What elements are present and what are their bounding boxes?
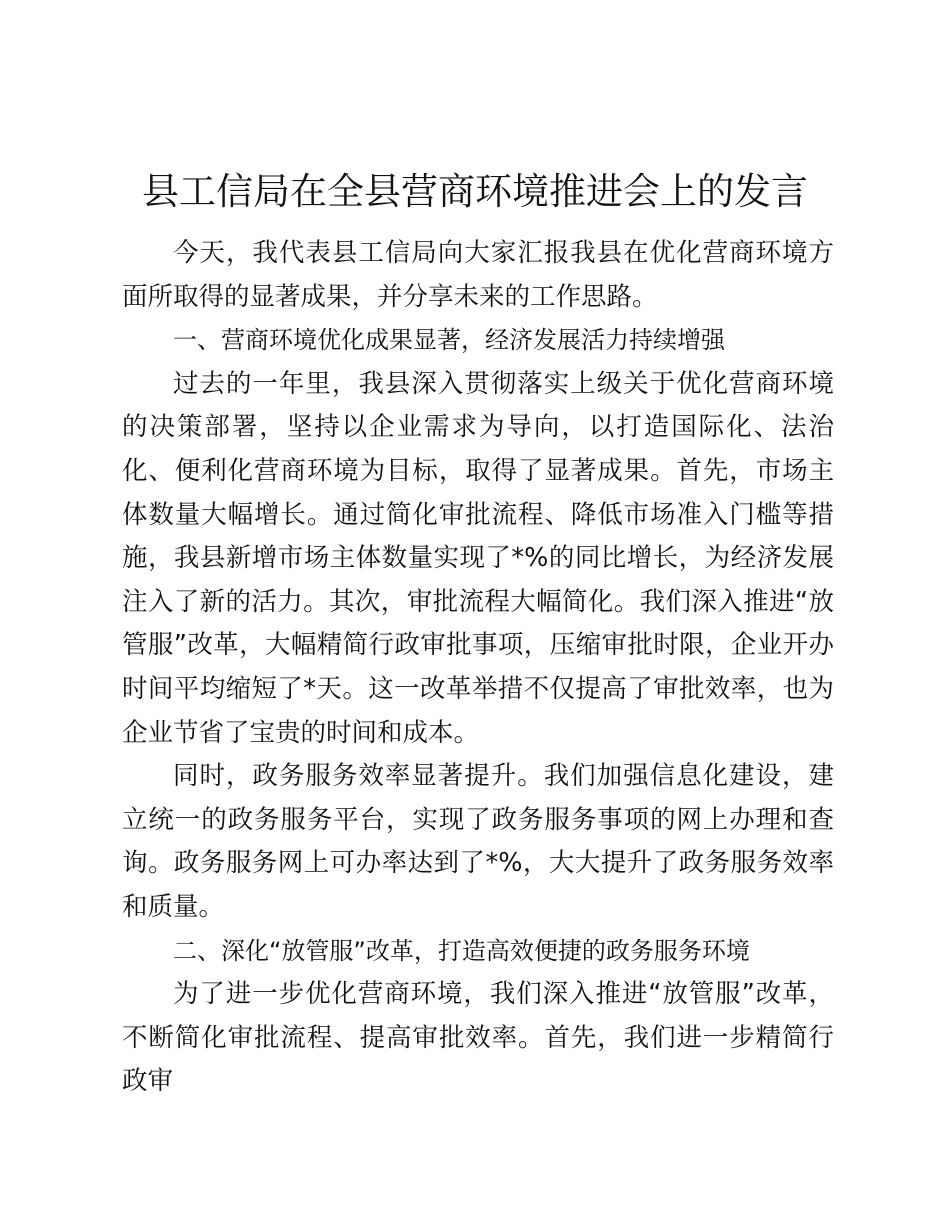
paragraph-efficiency: 同时，政务服务效率显著提升。我们加强信息化建设，建立统一的政务服务平台，实现了政务服务事项的网上办理和查询。政务服务网上可办率达到了*%，大大提升了政务服务效率和质量。: [122, 761, 834, 922]
paragraph-intro: 今天，我代表县工信局向大家汇报我县在优化营商环境方面所取得的显著成果，并分享未来的工作思路。: [122, 238, 834, 312]
section-heading-1: 一、营商环境优化成果显著，经济发展活力持续增强: [173, 326, 725, 355]
paragraph-reform: 为了进一步优化营商环境，我们深入推进“放管服”改革，不断简化审批流程、提高审批效率。首先，我们进一步精简行政审: [122, 979, 834, 1097]
paragraph-achievements: 过去的一年里，我县深入贯彻落实上级关于优化营商环境的决策部署，坚持以企业需求为导向，以打造国际化、法治化、便利化营商环境为目标，取得了显著成果。首先，市场主体数量大幅增长。通过简化审批流程、降低市场准入门槛等措施，我县新增市场主体数量实现了*%的同比增长，为经济发展注入了新的活力。其次，审批流程大幅简化。我们深入推进“放管服”改革，大幅精简行政审批事项，压缩审批时限，企业开办时间平均缩短了*天。这一改革举措不仅提高了审批效率，也为企业节省了宝贵的时间和成本。: [122, 368, 834, 748]
section-heading-2: 二、深化“放管服”改革，打造高效便捷的政务服务环境: [173, 936, 750, 965]
document-title: 县工信局在全县营商环境推进会上的发言: [142, 170, 808, 213]
document-body: [122, 232, 834, 1104]
